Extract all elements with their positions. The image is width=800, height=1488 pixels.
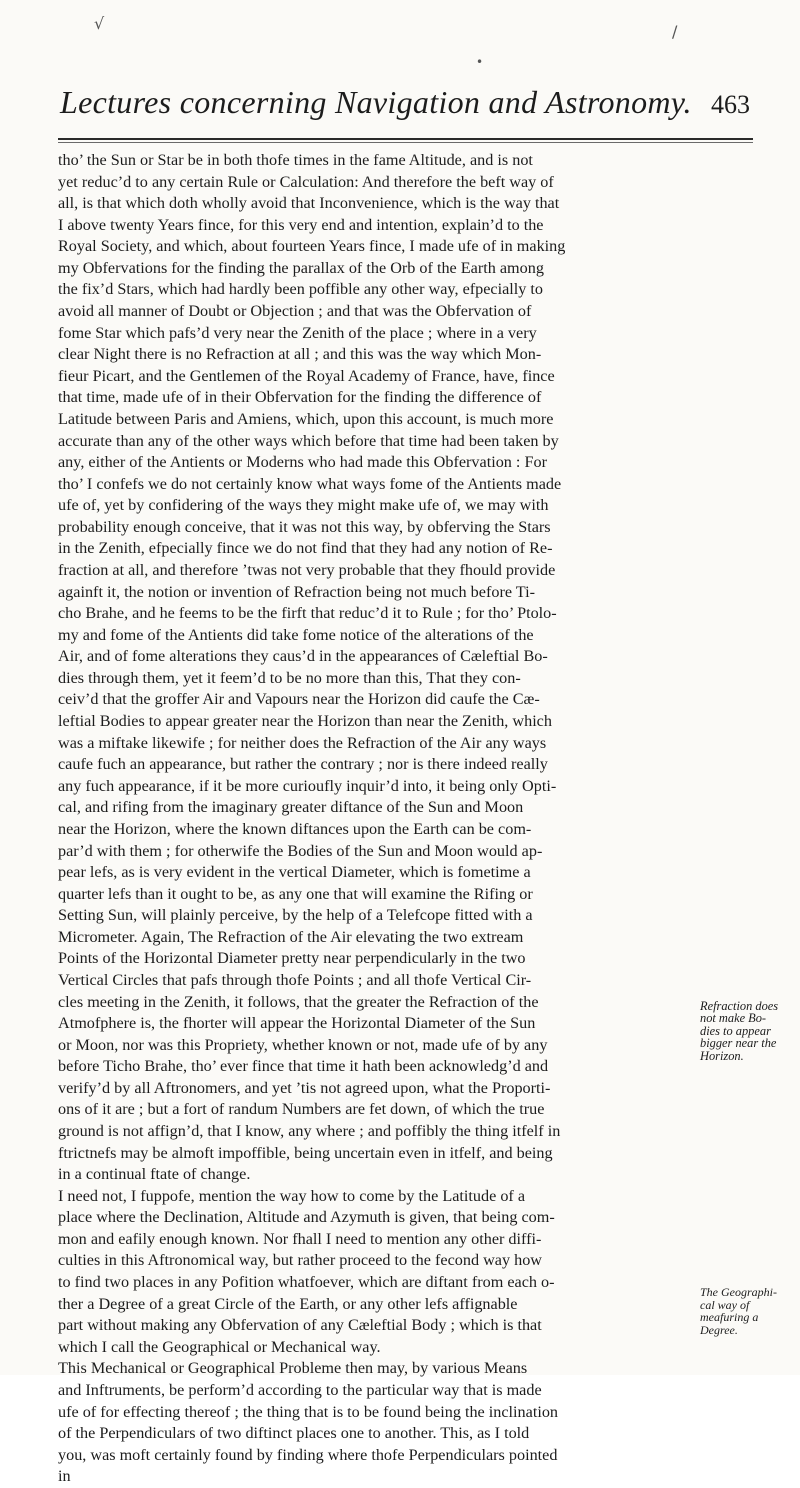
text-line: Vertical Circles that pafs through thofe Points ; and all thofe Vertical Cir- bbox=[58, 970, 532, 989]
text-line: caufe fuch an appearance, but rather the contrary ; nor is there indeed really bbox=[58, 755, 548, 774]
text-line: fieur Picart, and the Gentlemen of the Royal Academy of France, have, fince bbox=[58, 366, 555, 385]
text-line: ceiv’d that the groffer Air and Vapours near the Horizon did caufe the Cæ- bbox=[58, 690, 540, 709]
text-line: probability enough conceive, that it was not this way, by obferving the Stars bbox=[58, 517, 551, 536]
margin-note-line: cal way of bbox=[700, 1297, 750, 1312]
text-line: Latitude between Paris and Amiens, which, upon this account, is much more bbox=[58, 409, 554, 428]
page-number: 463 bbox=[711, 90, 750, 119]
text-line: of the Perpendiculars of two diftinct places one to another. This, as I told bbox=[58, 1424, 530, 1443]
text-line: cles meeting in the Zenith, it follows, that the greater the Refraction of the bbox=[58, 992, 539, 1011]
text-line: that time, made ufe of in their Obfervation for the finding the difference of bbox=[58, 388, 542, 407]
text-line: ufe of, yet by confidering of the ways they might make ufe of, we may with bbox=[58, 496, 549, 515]
header-rule bbox=[58, 138, 753, 140]
text-line: I need not, I fuppofe, mention the way how to come by the Latitude of a bbox=[58, 1186, 526, 1205]
slash-mark: / bbox=[672, 22, 678, 41]
margin-note-line: bigger near the bbox=[700, 1036, 777, 1051]
text-line: in the Zenith, efpecially fince we do not find that they had any notion of Re- bbox=[58, 539, 553, 558]
text-line: cho Brahe, and he feems to be the firft that reduc’d it to Rule ; for tho’ Ptolo- bbox=[58, 604, 557, 623]
text-line: This Mechanical or Geographical Probleme then may, by various Means bbox=[58, 1359, 528, 1378]
margin-note-geographical bbox=[700, 1286, 796, 1336]
text-line: ufe of for effecting thereof ; the thing that is to be found being the inclination bbox=[58, 1402, 559, 1421]
text-line: fome Star which pafs’d very near the Zenith of the place ; where in a very bbox=[58, 323, 537, 342]
text-line: ther a Degree of a great Circle of the Earth, or any other lefs affignable bbox=[58, 1294, 518, 1313]
text-line: any, either of the Antients or Moderns who had made this Obfervation : For bbox=[58, 453, 547, 472]
text-line: dies through them, yet it feem’d to be no more than this, That they con- bbox=[58, 668, 521, 687]
text-line: Air, and of fome alterations they caus’d in the appearances of Cæleftial Bo- bbox=[58, 647, 548, 666]
text-line: you, was moft certainly found by finding where thofe Perpendiculars pointed bbox=[58, 1445, 558, 1464]
text-line: or Moon, nor was this Propriety, whether known or not, made ufe of by any bbox=[58, 1035, 548, 1054]
text-line: place where the Declination, Altitude and Azymuth is given, that being com- bbox=[58, 1208, 555, 1227]
text-line: Points of the Horizontal Diameter pretty near perpendicularly in the two bbox=[58, 949, 526, 968]
text-line: which I call the Geographical or Mechanical way. bbox=[58, 1337, 381, 1356]
text-line: verify’d by all Aftronomers, and yet ’tis not agreed upon, what the Proporti- bbox=[58, 1078, 551, 1097]
body-text bbox=[58, 150, 692, 1488]
text-line: againft it, the notion or invention of Refraction being not much before Ti- bbox=[58, 582, 535, 601]
text-line: Setting Sun, will plainly perceive, by the help of a Telefcope fitted with a bbox=[58, 906, 533, 925]
text-line: Atmofphere is, the fhorter will appear the Horizontal Diameter of the Sun bbox=[58, 1014, 536, 1033]
margin-note-line: not make Bo- bbox=[700, 1011, 767, 1026]
text-line: any fuch appearance, if it be more curioufly inquir’d into, it being only Opti- bbox=[58, 776, 557, 795]
text-line: mon and eafily enough known. Nor fhall I need to mention any other diffi- bbox=[58, 1229, 542, 1248]
text-line: accurate than any of the other ways which before that time had been taken by bbox=[58, 431, 559, 450]
text-line: Royal Society, and which, about fourteen Years fince, I made ufe of in making bbox=[58, 237, 566, 256]
header-rule-thin bbox=[58, 142, 753, 143]
running-title: Lectures concerning Navigation and Astronomy. bbox=[60, 84, 692, 120]
text-line: Micrometer. Again, The Refraction of the Air elevating the two extream bbox=[58, 927, 524, 946]
text-line: in a continual ftate of change. bbox=[58, 1165, 251, 1184]
text-line: before Ticho Brahe, tho’ ever fince that time it hath been acknowledg’d and bbox=[58, 1057, 549, 1076]
text-line: near the Horizon, where the known diftances upon the Earth can be com- bbox=[58, 819, 532, 838]
text-line: ons of it are ; but a fort of randum Numbers are fet down, of which the true bbox=[58, 1100, 545, 1119]
text-line: yet reduc’d to any certain Rule or Calculation: And therefore the beft way of bbox=[58, 172, 554, 191]
text-line: par’d with them ; for otherwife the Bodies of the Sun and Moon would ap- bbox=[58, 841, 543, 860]
text-line: quarter lefs than it ought to be, as any one that will examine the Rifing or bbox=[58, 884, 533, 903]
text-line: cal, and rifing from the imaginary greater diftance of the Sun and Moon bbox=[58, 798, 524, 817]
text-line: fraction at all, and therefore ’twas not very probable that they fhould provide bbox=[58, 560, 556, 579]
text-line: tho’ the Sun or Star be in both thofe times in the fame Altitude, and is not bbox=[58, 151, 533, 169]
text-line: avoid all manner of Doubt or Objection ; and that was the Obfervation of bbox=[58, 302, 532, 321]
margin-note-line: Refraction does bbox=[700, 999, 779, 1013]
margin-note-line: Horizon. bbox=[700, 1048, 744, 1063]
margin-note-line: Degree. bbox=[700, 1322, 738, 1337]
text-line: my and fome of the Antients did take fome notice of the alterations of the bbox=[58, 625, 534, 644]
text-line: I above twenty Years fince, for this very end and intention, explain’d to the bbox=[58, 215, 544, 234]
text-line: leftial Bodies to appear greater near the Horizon than near the Zenith, which bbox=[58, 712, 552, 731]
check-mark: √ bbox=[94, 14, 105, 33]
text-line: was a miftake likewife ; for neither does the Refraction of the Air any ways bbox=[58, 733, 547, 752]
text-line: ground is not affign’d, that I know, any where ; and poffibly the thing itfelf in bbox=[58, 1122, 561, 1141]
text-line: tho’ I confefs we do not certainly know what ways fome of the Antients made bbox=[58, 474, 562, 493]
text-line: my Obfervations for the finding the parallax of the Orb of the Earth among bbox=[58, 258, 544, 277]
text-line: all, is that which doth wholly avoid that Inconvenience, which is the way that bbox=[58, 194, 560, 213]
running-header bbox=[60, 84, 750, 134]
text-line: culties in this Aftronomical way, but rather proceed to the fecond way how bbox=[58, 1251, 542, 1270]
text-line: the fix’d Stars, which had hardly been poffible any other way, efpecially to bbox=[58, 280, 544, 299]
margin-note-line: The Geographi- bbox=[700, 1285, 777, 1299]
dot-mark: • bbox=[476, 55, 484, 69]
text-line: ftrictnefs may be almoft impoffible, being uncertain even in itfelf, and being bbox=[58, 1143, 553, 1162]
text-line: part without making any Obfervation of any Cæleftial Body ; which is that bbox=[58, 1316, 542, 1335]
text-line: and Inftruments, be perform’d according to the particular way that is made bbox=[58, 1380, 542, 1399]
margin-note-line: dies to appear bbox=[700, 1023, 771, 1038]
text-line: in bbox=[58, 1467, 71, 1486]
margin-note-refraction bbox=[700, 1000, 796, 1062]
text-line: clear Night there is no Refraction at all ; and this was the way which Mon- bbox=[58, 345, 542, 364]
text-line: pear lefs, as is very evident in the vertical Diameter, which is fometime a bbox=[58, 863, 531, 882]
margin-note-line: meafuring a bbox=[700, 1310, 759, 1324]
text-line: to find two places in any Pofition whatfoever, which are diftant from each o- bbox=[58, 1273, 555, 1292]
